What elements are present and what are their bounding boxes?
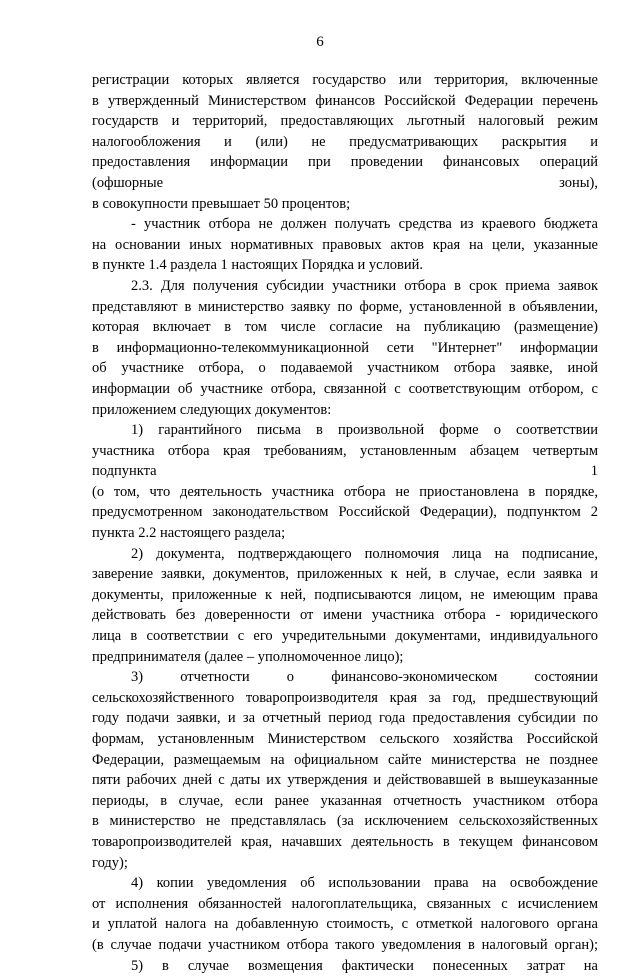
text-line: предоставления информации при проведении финансовых операций [92,154,598,171]
text-line: 4) копии уведомления об использовании права на освобождение [131,875,598,892]
text-line: налогообложения и (или) не предусматривающих раскрытия и [92,133,598,150]
text-line: товаропроизводителей края, начавших деятельность в текущем финансовом [92,833,598,850]
text-line: предпринимателя (далее – уполномоченное лицо); [92,648,404,665]
text-line: 1) гарантийного письма в произвольной форме о соответствии [131,422,598,439]
text-line: в информационно-телекоммуникационной сети "Интернет" информации [92,339,598,356]
text-line: сельскохозяйственного товаропроизводителя края за год, предшествующий [92,689,598,706]
text-line: лица в соответствии с его учредительными документами, индивидуального [92,628,598,645]
text-line: в совокупности превышает 50 процентов; [92,195,351,212]
text-line: 2.3. Для получения субсидии участники отбора в срок приема заявок [131,277,598,294]
text-line: Федерации, размещаемым на официальном сайте министерства не позднее [92,751,598,768]
text-line: в пункте 1.4 раздела 1 настоящих Порядка и условий. [92,257,424,274]
text-line: от исполнения обязанностей налогоплательщика, связанных с исчислением [92,895,598,912]
text-line: - участник отбора не должен получать средства из краевого бюджета [131,216,598,233]
text-line: (офшорные зоны), [92,174,598,191]
text-line: 3) отчетности о финансово-экономическом состоянии [131,669,598,686]
text-line: государств и территорий, предоставляющих льготный налоговый режим [92,113,598,130]
document-body [92,70,598,976]
text-line: на основании иных нормативных правовых актов края на цели, указанные [92,236,598,253]
text-line: регистрации которых является государство или территория, включенные [92,72,598,88]
text-line: пяти рабочих дней с даты их утверждения и действовавшей в вышеуказанные [92,772,598,789]
text-line: приложением следующих документов: [92,401,332,418]
text-line: подпункта 1 [92,463,598,480]
text-line: периоды, в случае, если ранее указанная отчетность участником отбора [92,792,598,809]
text-line: формам, установленным Министерством сельского хозяйства Российской [92,731,598,747]
text-line: информации об участнике отбора, связанной с соответствующим отбором, с [92,380,598,397]
text-line: документы, приложенные к ней, подписываются лицом, не имеющим права [92,586,598,603]
text-line: пункта 2.2 настоящего раздела; [92,525,286,542]
text-line: 2) документа, подтверждающего полномочия лица на подписание, [131,545,598,562]
text-line: которая включает в том числе согласие на публикацию (размещение) [92,319,598,336]
text-line: в утвержденный Министерством финансов Российской Федерации перечень [92,92,598,109]
text-line: об участнике отбора, о подаваемой участником отбора заявке, иной [92,360,598,377]
page-number: 6 [316,34,324,50]
text-line: предусмотренном законодательством Российской Федерации), подпунктом 2 [92,504,598,521]
text-line: участника отбора края требованиям, установленным абзацем четвертым [92,442,598,459]
text-line: году подачи заявки, и за отчетный период года предоставления субсидии по [92,710,598,727]
text-line: заверение заявки, документов, приложенных к ней, в случае, если заявка и [92,566,598,583]
text-line: (о том, что деятельность участника отбора не приостановлена в порядке, [92,483,598,500]
text-line: и уплатой налога на добавленную стоимость, с отметкой налогового органа [92,916,598,933]
text-line: в министерство не представлялась (за исключением сельскохозяйственных [92,813,598,830]
text-line: году); [92,854,128,871]
text-line: (в случае подачи участником отбора такого уведомления в налоговый орган); [92,936,598,953]
text-line: представляют в министерство заявку по форме, установленной в объявлении, [92,298,598,315]
text-line: действовать без доверенности от имени участника отбора - юридического [92,607,598,624]
text-line: 5) в случае возмещения фактически понесенных затрат на [131,957,598,974]
